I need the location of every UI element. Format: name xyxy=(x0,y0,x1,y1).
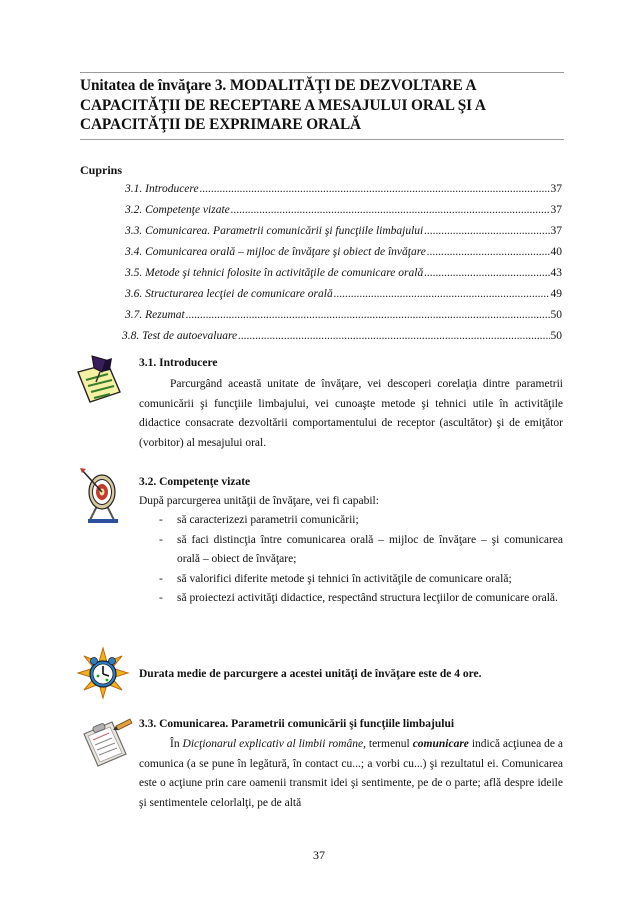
clipboard-pencil-icon xyxy=(76,716,134,770)
list-item-text: să proiectezi activităţi didactice, respectând structura lecţiilor de comunicare orală. xyxy=(177,592,558,605)
toc-item[interactable] xyxy=(125,288,562,306)
toc-item-label: 3.8. Test de autoevaluare xyxy=(122,330,238,342)
duration-statement: Durata medie de parcurgere a acestei unităţi de învăţare este de 4 ore. xyxy=(139,668,482,680)
section-title-competences: 3.2. Competenţe vizate xyxy=(139,476,251,488)
bullet-dash: - xyxy=(159,533,163,546)
target-arrow-icon xyxy=(76,464,130,526)
toc-item-label: 3.5. Metode şi tehnici folosite în activităţile de comunicare orală xyxy=(125,267,424,279)
toc-leader-dots xyxy=(200,183,550,195)
competences-lead: După parcurgerea unităţii de învăţare, vei fi capabil: xyxy=(139,495,379,507)
intro-text: Parcurgând această unitate de învăţare, vei descoperi corelaţia dintre parametrii comunicării şi funcţiile limbajului, vei cunoaşte metode şi tehnici utile în activităţile didactice consacrate dezvoltării comportamentului de receptor (ascultător) şi de emiţător (vorbitor) al mesajului oral. xyxy=(139,378,563,449)
competences-list xyxy=(139,511,563,609)
list-item-text: să valorifici diferite metode şi tehnici în activităţile de comunicare orală; xyxy=(177,572,512,585)
comm-text-a: În xyxy=(170,738,183,750)
toc-item-label: 3.4. Comunicarea orală – mijloc de învăţare şi obiect de învăţare xyxy=(125,246,426,258)
toc-leader-dots xyxy=(424,267,549,279)
list-item-text: să faci distincţia între comunicarea orală – mijloc de învăţare – şi comunicarea orală – obiect de învăţare; xyxy=(177,533,563,566)
toc-item-page: 50 xyxy=(550,309,562,321)
toc-heading: Cuprins xyxy=(80,163,123,177)
toc-item[interactable] xyxy=(125,267,562,285)
toc-item[interactable] xyxy=(125,204,562,222)
unit-title-line: CAPACITĂŢII DE RECEPTARE A MESAJULUI ORAL ŞI A xyxy=(80,96,486,114)
toc-item-page: 37 xyxy=(550,204,562,216)
toc-leader-dots xyxy=(334,288,550,300)
term-comunicare: comunicare xyxy=(412,738,469,750)
toc-leader-dots xyxy=(424,225,549,237)
toc-leader-dots xyxy=(238,330,549,342)
toc-item-label: 3.1. Introducere xyxy=(125,183,199,195)
toc-item-page: 50 xyxy=(550,330,562,342)
list-item xyxy=(139,589,563,609)
list-item-text: să caracterizezi parametrii comunicării; xyxy=(177,514,359,526)
toc-item-label: 3.2. Competenţe vizate xyxy=(125,204,230,216)
toc-item-label: 3.6. Structurarea lecţiei de comunicare orală xyxy=(125,288,333,300)
list-item xyxy=(139,570,563,590)
section-title-intro: 3.1. Introducere xyxy=(139,357,218,369)
toc-item-page: 37 xyxy=(550,225,562,237)
list-item xyxy=(139,511,563,531)
page-number: 37 xyxy=(313,848,325,862)
toc-item-page: 40 xyxy=(550,246,562,258)
dictionary-title: Dicţionarul explicativ al limbii române xyxy=(182,738,364,750)
pushpin-note-icon xyxy=(72,352,128,408)
toc-item-page: 49 xyxy=(550,288,562,300)
communication-paragraph xyxy=(139,735,563,813)
header-bottom-rule xyxy=(80,139,564,140)
bullet-dash: - xyxy=(159,572,163,585)
alarm-clock-icon xyxy=(76,646,130,700)
toc-leader-dots xyxy=(231,204,550,216)
unit-title-line: Unitatea de învăţare 3. MODALITĂŢI DE DEZVOLTARE A xyxy=(80,77,477,94)
toc-item-page: 37 xyxy=(550,183,562,195)
bullet-dash: - xyxy=(159,592,163,605)
header-top-rule xyxy=(80,72,564,73)
list-item xyxy=(139,531,563,570)
toc-item[interactable] xyxy=(125,225,562,243)
unit-title xyxy=(80,76,564,135)
toc-item[interactable] xyxy=(125,246,562,264)
toc-item[interactable] xyxy=(125,309,562,327)
intro-paragraph xyxy=(139,375,563,453)
toc-item-label: 3.3. Comunicarea. Parametrii comunicării şi funcţiile limbajului xyxy=(125,225,424,237)
toc-leader-dots xyxy=(427,246,550,258)
unit-title-line: CAPACITĂŢII DE EXPRIMARE ORALĂ xyxy=(80,116,362,133)
comm-text-c: , termenul xyxy=(363,738,413,750)
toc-leader-dots xyxy=(186,309,550,321)
comm-text-e: indică acţiunea de a comunica (a se pune în legătură, în contact cu...; a vorbi cu...) şi rezultatul ei. Comunicarea este o acţiune prin care oamenii transmit idei şi sentimente, pe de o parte; află despre ideile şi sentimentele celorlalţi, pe de altă xyxy=(139,738,563,809)
toc-item-page: 43 xyxy=(550,267,562,279)
toc-item-label: 3.7. Rezumat xyxy=(125,309,185,321)
section-title-communication: 3.3. Comunicarea. Parametrii comunicării şi funcţiile limbajului xyxy=(139,718,455,730)
toc-item[interactable] xyxy=(122,330,562,348)
bullet-dash: - xyxy=(159,514,163,526)
toc-item[interactable] xyxy=(125,183,562,201)
